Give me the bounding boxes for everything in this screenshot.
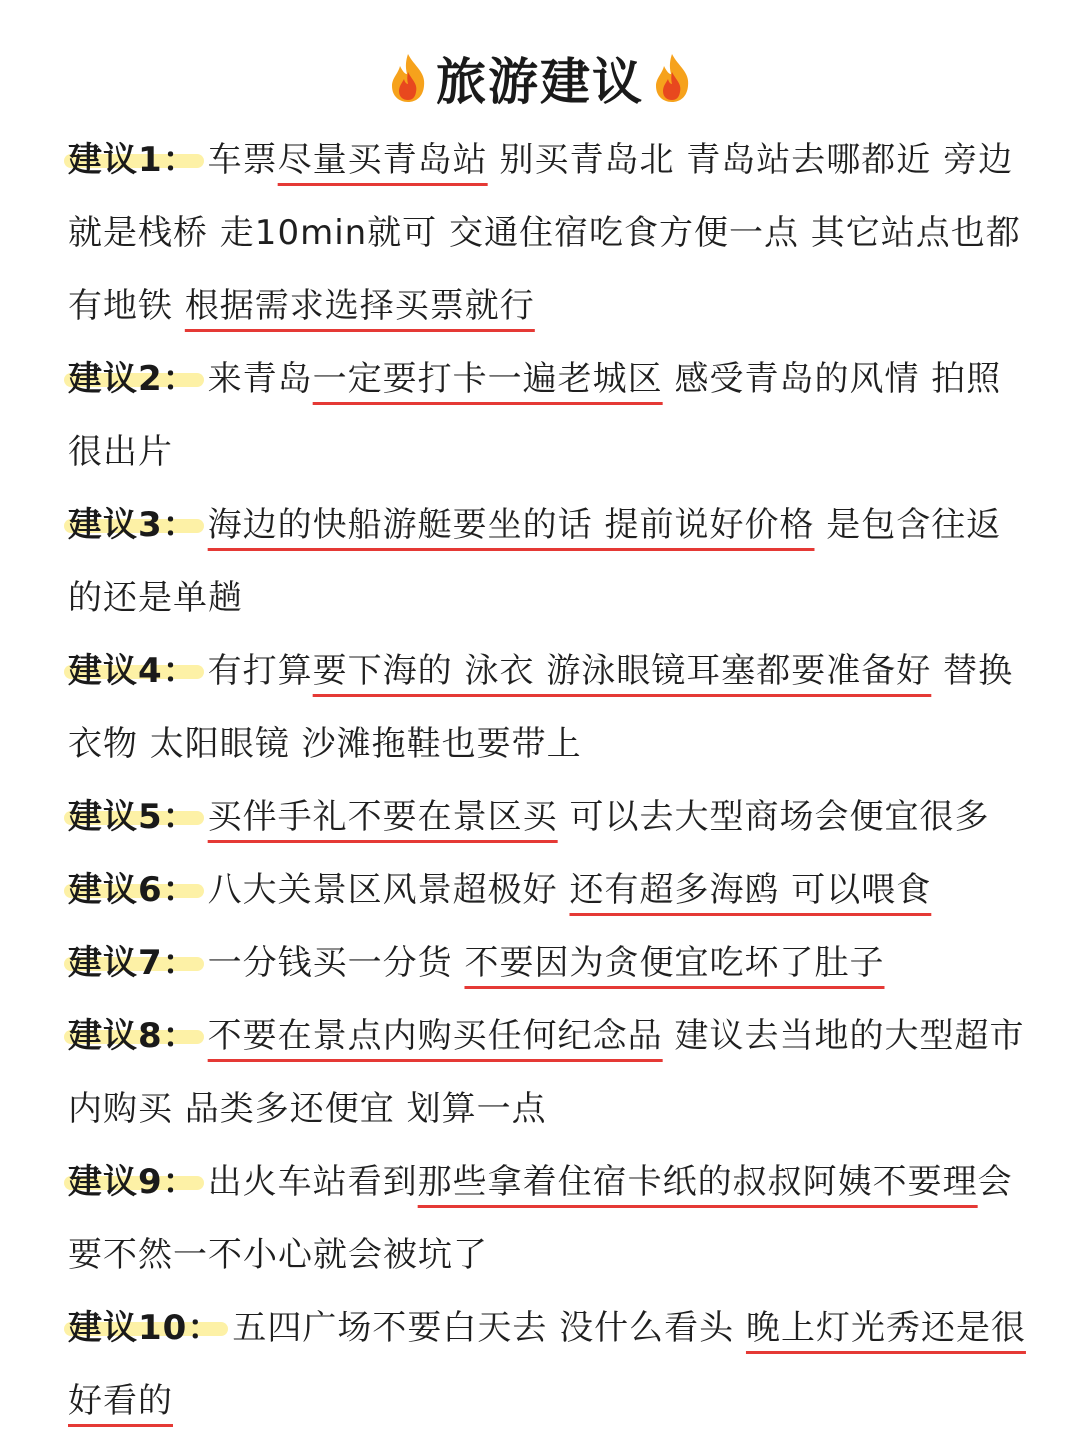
- underlined-text: 那些拿着住宿卡纸的叔叔阿姨不要理: [417, 1162, 978, 1202]
- tip-label: 建议1：: [68, 140, 198, 180]
- tip-item: [68, 854, 1028, 927]
- tip-item: [68, 635, 1028, 781]
- title-row: [0, 38, 1080, 118]
- tip-item: [68, 1000, 1028, 1146]
- tips-list: [68, 124, 1028, 1438]
- tip-text-segment: 可以去大型商场会便宜很多: [557, 797, 990, 837]
- page-title: 旅游建议: [436, 53, 644, 111]
- tip-text: [68, 1016, 1024, 1129]
- tip-item: [68, 124, 1028, 343]
- tip-text-segment: 有打算: [207, 651, 313, 691]
- tip-text-segment: 五四广场不要白天去 没什么看头: [232, 1308, 746, 1348]
- tip-text: [68, 140, 1021, 326]
- tip-item: [68, 781, 1028, 854]
- tip-item: [68, 1292, 1028, 1438]
- tip-text: [208, 797, 990, 837]
- underlined-text: 海边的快船游艇要坐的话 提前说好价格: [207, 505, 815, 545]
- tip-label: 建议8：: [68, 1016, 198, 1056]
- tip-text-segment: 来青岛: [207, 359, 313, 399]
- tip-item: [68, 343, 1028, 489]
- underlined-text: 要下海的 泳衣 游泳眼镜耳塞都要准备好: [312, 651, 932, 691]
- tip-text: [208, 870, 932, 910]
- tip-text-segment: 替换衣物 太阳眼镜 沙滩拖鞋也要带上: [68, 651, 1014, 764]
- tip-text-segment: 建议去当地的大型超市内购买 品类多还便宜 划算一点: [68, 1016, 1025, 1129]
- underlined-text: 晚上灯光秀还是很好看的: [68, 1308, 1026, 1421]
- tip-label: 建议5：: [68, 797, 198, 837]
- tip-text: [208, 943, 885, 983]
- tip-text: [68, 505, 1001, 618]
- underlined-text: 尽量买青岛站: [277, 140, 488, 180]
- tip-label: 建议7：: [68, 943, 198, 983]
- tip-text: [68, 1162, 1013, 1275]
- tip-text: [68, 359, 1001, 472]
- underlined-text: 一定要打卡一遍老城区: [312, 359, 663, 399]
- fire-icon: [652, 52, 692, 104]
- tip-text-segment: 会 要不然一不小心就会被坑了: [68, 1162, 1013, 1275]
- tip-text-segment: 一分钱买一分货: [207, 943, 465, 983]
- tip-label: 建议4：: [68, 651, 198, 691]
- tip-text-segment: 感受青岛的风情 拍照很出片: [68, 359, 1002, 472]
- tip-label: 建议9：: [68, 1162, 198, 1202]
- tip-item: [68, 1146, 1028, 1292]
- underlined-text: 不要因为贪便宜吃坏了肚子: [464, 943, 885, 983]
- tip-label: 建议2：: [68, 359, 198, 399]
- tip-text-segment: 八大关景区风景超极好: [207, 870, 570, 910]
- underlined-text: 买伴手礼不要在景区买: [207, 797, 558, 837]
- underlined-text: 根据需求选择买票就行: [184, 286, 535, 326]
- underlined-text: 不要在景点内购买任何纪念品: [207, 1016, 663, 1056]
- tip-text-segment: 是包含往返的还是单趟: [68, 505, 1002, 618]
- fire-icon: [388, 52, 428, 104]
- tip-label: 建议6：: [68, 870, 198, 910]
- tip-text: [68, 651, 1013, 764]
- tip-label: 建议3：: [68, 505, 198, 545]
- tip-text-segment: 出火车站看到: [207, 1162, 418, 1202]
- underlined-text: 还有超多海鸥 可以喂食: [569, 870, 932, 910]
- tip-item: [68, 927, 1028, 1000]
- tip-item: [68, 489, 1028, 635]
- tip-text-segment: 别买青岛北 青岛站去哪都近 旁边就是栈桥 走10min就可 交通住宿吃食方便一点 其它站点也都有地铁: [68, 140, 1021, 326]
- tip-label: 建议10：: [68, 1308, 223, 1348]
- tip-text-segment: 车票: [207, 140, 278, 180]
